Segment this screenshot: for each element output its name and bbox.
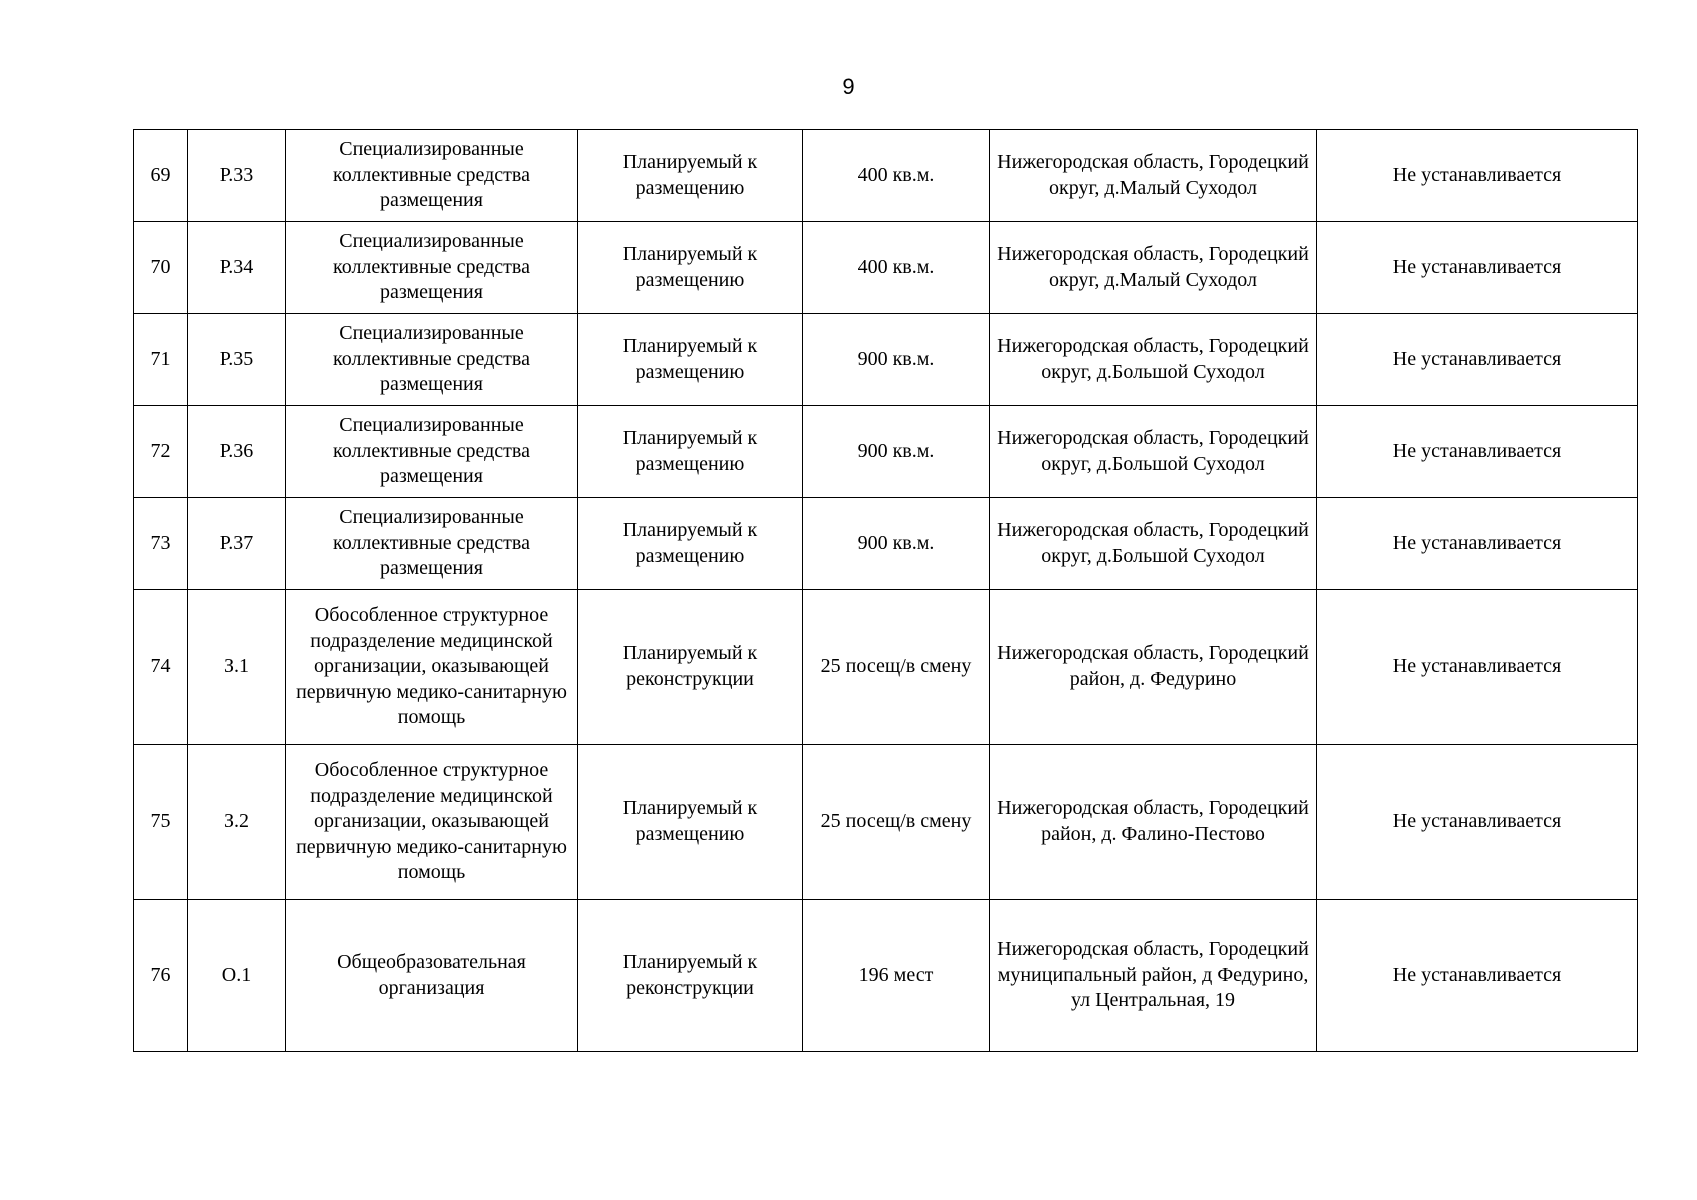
- object-zone: Не устанавливается: [1317, 745, 1638, 900]
- table-row: [134, 590, 1638, 745]
- object-name: Общеобразовательная организация: [286, 900, 578, 1052]
- object-location: Нижегородская область, Городецкий округ, д.Малый Суходол: [990, 222, 1317, 314]
- object-capacity: 900 кв.м.: [803, 498, 990, 590]
- object-name: Специализированные коллективные средства размещения: [286, 406, 578, 498]
- object-status: Планируемый к размещению: [578, 406, 803, 498]
- row-number: 72: [134, 406, 188, 498]
- table-row: [134, 498, 1638, 590]
- object-location: Нижегородская область, Городецкий муниципальный район, д Федурино, ул Центральная, 19: [990, 900, 1317, 1052]
- object-capacity: 400 кв.м.: [803, 222, 990, 314]
- object-capacity: 25 посещ/в смену: [803, 745, 990, 900]
- object-code: О.1: [188, 900, 286, 1052]
- object-zone: Не устанавливается: [1317, 498, 1638, 590]
- object-status: Планируемый к размещению: [578, 222, 803, 314]
- object-status: Планируемый к размещению: [578, 130, 803, 222]
- object-location: Нижегородская область, Городецкий округ, д.Большой Суходол: [990, 498, 1317, 590]
- object-zone: Не устанавливается: [1317, 130, 1638, 222]
- table-row: [134, 314, 1638, 406]
- objects-table: [133, 129, 1638, 1052]
- object-capacity: 400 кв.м.: [803, 130, 990, 222]
- row-number: 70: [134, 222, 188, 314]
- row-number: 73: [134, 498, 188, 590]
- object-name: Специализированные коллективные средства размещения: [286, 130, 578, 222]
- object-location: Нижегородская область, Городецкий округ, д.Малый Суходол: [990, 130, 1317, 222]
- row-number: 76: [134, 900, 188, 1052]
- table-row: [134, 900, 1638, 1052]
- object-location: Нижегородская область, Городецкий округ, д.Большой Суходол: [990, 406, 1317, 498]
- row-number: 69: [134, 130, 188, 222]
- row-number: 74: [134, 590, 188, 745]
- object-status: Планируемый к размещению: [578, 314, 803, 406]
- object-location: Нижегородская область, Городецкий округ, д.Большой Суходол: [990, 314, 1317, 406]
- table-row: [134, 406, 1638, 498]
- object-code: З.1: [188, 590, 286, 745]
- object-code: Р.34: [188, 222, 286, 314]
- object-capacity: 25 посещ/в смену: [803, 590, 990, 745]
- row-number: 71: [134, 314, 188, 406]
- object-zone: Не устанавливается: [1317, 406, 1638, 498]
- object-capacity: 900 кв.м.: [803, 406, 990, 498]
- object-zone: Не устанавливается: [1317, 900, 1638, 1052]
- object-location: Нижегородская область, Городецкий район, д. Фалино-Пестово: [990, 745, 1317, 900]
- object-name: Специализированные коллективные средства размещения: [286, 222, 578, 314]
- object-code: Р.37: [188, 498, 286, 590]
- table-row: [134, 745, 1638, 900]
- object-code: Р.35: [188, 314, 286, 406]
- object-status: Планируемый к размещению: [578, 498, 803, 590]
- object-code: З.2: [188, 745, 286, 900]
- object-name: Обособленное структурное подразделение медицинской организации, оказывающей первичную медико-санитарную помощь: [286, 590, 578, 745]
- object-zone: Не устанавливается: [1317, 590, 1638, 745]
- object-status: Планируемый к реконструкции: [578, 590, 803, 745]
- object-location: Нижегородская область, Городецкий район, д. Федурино: [990, 590, 1317, 745]
- table-row: [134, 222, 1638, 314]
- object-status: Планируемый к размещению: [578, 745, 803, 900]
- object-capacity: 196 мест: [803, 900, 990, 1052]
- object-zone: Не устанавливается: [1317, 314, 1638, 406]
- page-number: 9: [842, 74, 855, 99]
- object-status: Планируемый к реконструкции: [578, 900, 803, 1052]
- object-capacity: 900 кв.м.: [803, 314, 990, 406]
- object-code: Р.33: [188, 130, 286, 222]
- object-zone: Не устанавливается: [1317, 222, 1638, 314]
- object-name: Специализированные коллективные средства размещения: [286, 498, 578, 590]
- object-code: Р.36: [188, 406, 286, 498]
- object-name: Специализированные коллективные средства размещения: [286, 314, 578, 406]
- row-number: 75: [134, 745, 188, 900]
- table-row: [134, 130, 1638, 222]
- object-name: Обособленное структурное подразделение медицинской организации, оказывающей первичную медико-санитарную помощь: [286, 745, 578, 900]
